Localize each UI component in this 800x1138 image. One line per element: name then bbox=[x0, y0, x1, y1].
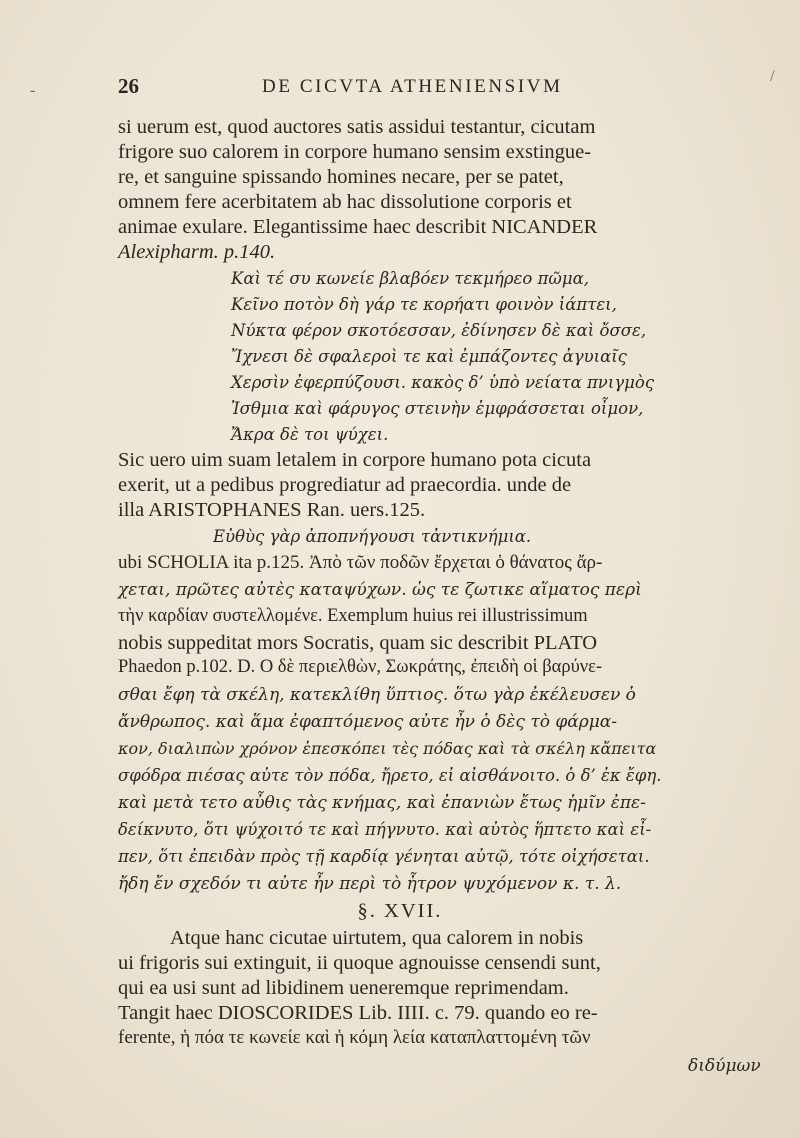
greek-line: δείκνυτο, ὅτι ψύχοιτό τε καὶ πήγνυτο. καὶ αὐτὸς ἥπτετο καὶ εἶ- bbox=[118, 820, 652, 839]
greek-line: ἤδη ἔν σχεδόν τι αὐτε ἦν περὶ τὸ ἦτρον ψυχόμενον κ. τ. λ. bbox=[118, 874, 622, 894]
greek-line: ἄνθρωπος. καὶ ἅμα ἐφαπτόμενος αὐτε ἦν ὁ δὲς τὸ φάρμα- bbox=[118, 712, 618, 732]
greek-line: καὶ μετὰ τετο αὖθις τὰς κνήμας, καὶ ἐπανιὼν ἔτως ἡμῖν ἐπε- bbox=[118, 793, 646, 813]
text-line: Atque hanc cicutae uirtutem, qua calorem in nobis bbox=[170, 927, 584, 949]
greek-verse-line: Ἰσθμια καὶ φάρυγος στεινὴν ἐμφράσσεται οἶμον, bbox=[231, 399, 644, 418]
text-line: omnem fere acerbitatem ab hac dissolutione corporis et bbox=[118, 191, 572, 213]
citation-line: Alexipharm. p.140. bbox=[118, 241, 276, 263]
text-line: qui ea usi sunt ad libidinem ueneremque reprimendam. bbox=[118, 977, 569, 999]
greek-line: πεν, ὅτι ἐπειδὰν πρὸς τῇ καρδίᾳ γένηται αὐτῷ, τότε οἰχήσεται. bbox=[118, 847, 650, 866]
greek-line: σφόδρα πιέσας αὐτε τὸν πόδα, ἤρετο, εἰ αἰσθάνοιτο. ὁ δ’ ἐκ ἔφη. bbox=[118, 766, 662, 785]
text-line: frigore suo calorem in corpore humano sensim exstingue- bbox=[118, 141, 592, 163]
section-heading: §. XVII. bbox=[357, 900, 443, 922]
text-line: ubi SCHOLIA ita p.125. Ἀπὸ τῶν ποδῶν ἔρχεται ὁ θάνατος ἄρ- bbox=[118, 552, 603, 573]
running-title: DE CICVTA ATHENIENSIVM bbox=[262, 76, 563, 97]
greek-line: χεται, πρῶτες αὐτὲς καταψύχων. ὡς τε ζωτικε αἵματος περὶ bbox=[118, 580, 642, 600]
text-line: re, et sanguine spissando homines necare, per se patet, bbox=[118, 166, 564, 188]
text-line: Sic uero uim suam letalem in corpore humano pota cicuta bbox=[118, 449, 592, 471]
page-header bbox=[118, 74, 738, 104]
text-line: si uerum est, quod auctores satis assidui testantur, cicutam bbox=[118, 116, 596, 138]
greek-verse-line: Κεῖνο ποτὸν δὴ γάρ τε κορήατι φοινὸν ἰάπτει, bbox=[231, 295, 617, 314]
margin-mark: / bbox=[770, 68, 775, 85]
text-line: animae exulare. Elegantissime haec describit NICANDER bbox=[118, 216, 598, 238]
greek-verse-line: Ἴχνεσι δὲ σφαλεροὶ τε καὶ ἐμπάζοντες ἀγυιαῖς bbox=[231, 347, 627, 366]
text-line: τὴν καρδίαν συστελλομένε. Exemplum huius rei illustrissimum bbox=[118, 606, 588, 626]
text-line: illa ARISTOPHANES Ran. uers.125. bbox=[118, 499, 426, 521]
greek-verse-line: Καὶ τέ συ κωνείε βλαβόεν τεκμήρεο πῶμα, bbox=[231, 269, 589, 288]
text-line: ferente, ἡ πόα τε κωνείε καὶ ἡ κόμη λεία καταπλαττομένη τῶν bbox=[118, 1027, 591, 1048]
text-line: exerit, ut a pedibus progrediatur ad praecordia. unde de bbox=[118, 474, 572, 496]
greek-verse-line: Νύκτα φέρον σκοτόεσσαν, ἐδίνησεν δὲ καὶ ὄσσε, bbox=[231, 321, 647, 340]
text-line: nobis suppeditat mors Socratis, quam sic describit PLATO bbox=[118, 632, 598, 654]
greek-line: σθαι ἔφη τὰ σκέλη, κατεκλίθη ὕπτιος. ὅτω γὰρ ἐκέλευσεν ὁ bbox=[118, 685, 636, 705]
text-line: ui frigoris sui extinguit, ii quoque agnouisse censendi sunt, bbox=[118, 952, 601, 974]
greek-line: κον, διαλιπὼν χρόνον ἐπεσκόπει τὲς πόδας καὶ τὰ σκέλη κἄπειτα bbox=[118, 739, 657, 758]
greek-verse-line: Εὐθὺς γὰρ ἀποπνήγουσι τἀντικνήμια. bbox=[213, 527, 532, 546]
margin-mark: - bbox=[30, 82, 36, 99]
page-number: 26 bbox=[118, 74, 139, 98]
greek-verse-line: Ἄκρα δὲ τοι ψύχει. bbox=[231, 425, 389, 444]
greek-verse-line: Χερσὶν ἐφερπύζουσι. κακὸς δ’ ὑπὸ νείατα πνιγμὸς bbox=[231, 373, 655, 392]
text-line: Phaedon p.102. D. Ο δὲ περιελθὼν, Σωκράτης, ἐπειδὴ οἱ βαρύνε- bbox=[118, 657, 603, 677]
text-line: Tangit haec DIOSCORIDES Lib. IIII. c. 79. quando eo re- bbox=[118, 1002, 598, 1024]
catchword: διδύμων bbox=[688, 1056, 761, 1076]
